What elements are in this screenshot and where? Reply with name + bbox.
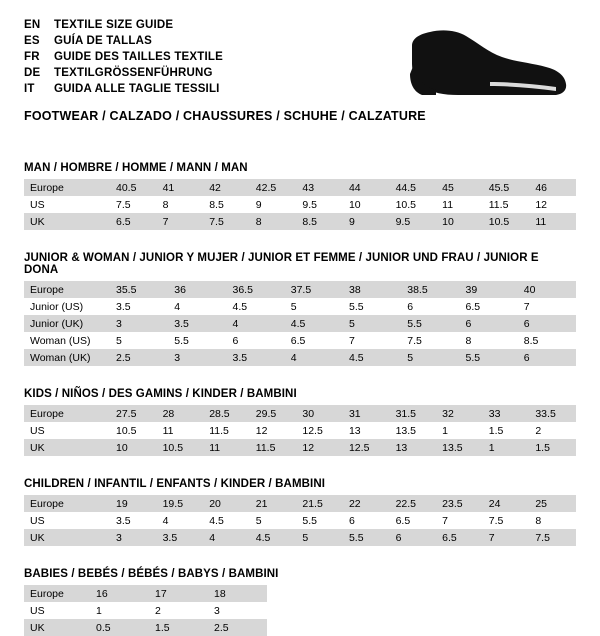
table-row xyxy=(24,332,576,349)
size-cell: 18 xyxy=(208,585,267,602)
size-cell: 1.5 xyxy=(529,439,576,456)
size-cell: 33 xyxy=(483,405,530,422)
size-cell: 1 xyxy=(436,422,483,439)
size-cell: 38.5 xyxy=(401,281,459,298)
size-cell: 6 xyxy=(390,529,437,546)
row-label: Europe xyxy=(24,405,110,422)
size-cell: 3.5 xyxy=(227,349,285,366)
row-label: UK xyxy=(24,439,110,456)
size-cell: 6 xyxy=(227,332,285,349)
table-row xyxy=(24,495,576,512)
size-cell: 44.5 xyxy=(390,179,437,196)
row-label: UK xyxy=(24,619,90,636)
size-cell: 13 xyxy=(390,439,437,456)
size-cell: 7.5 xyxy=(529,529,576,546)
size-table xyxy=(24,281,576,366)
size-group xyxy=(24,478,576,546)
page-header xyxy=(24,18,576,122)
language-code: ES xyxy=(24,35,40,47)
size-cell: 30 xyxy=(296,405,343,422)
size-cell: 19 xyxy=(110,495,157,512)
size-cell: 5 xyxy=(250,512,297,529)
table-row xyxy=(24,281,576,298)
size-group xyxy=(24,388,576,456)
table-row xyxy=(24,405,576,422)
size-cell: 3.5 xyxy=(157,529,204,546)
size-cell: 4.5 xyxy=(227,298,285,315)
size-cell: 10.5 xyxy=(483,213,530,230)
size-cell: 10 xyxy=(110,439,157,456)
size-table xyxy=(24,405,576,456)
size-cell: 20 xyxy=(203,495,250,512)
size-cell: 6 xyxy=(518,349,576,366)
category-title: FOOTWEAR / CALZADO / CHAUSSURES / SCHUHE / CALZATURE xyxy=(24,109,426,123)
size-cell: 31 xyxy=(343,405,390,422)
language-title: TEXTILE SIZE GUIDE xyxy=(54,19,174,31)
group-title: CHILDREN / INFANTIL / ENFANTS / KINDER / BAMBINI xyxy=(24,478,326,490)
size-cell: 9.5 xyxy=(390,213,437,230)
size-cell: 8 xyxy=(157,196,204,213)
size-cell: 46 xyxy=(529,179,576,196)
size-cell: 5.5 xyxy=(343,298,401,315)
size-cell: 6.5 xyxy=(390,512,437,529)
size-cell: 4 xyxy=(168,298,226,315)
size-cell: 7.5 xyxy=(203,213,250,230)
size-cell: 7.5 xyxy=(110,196,157,213)
row-label: Europe xyxy=(24,179,110,196)
size-cell: 10.5 xyxy=(110,422,157,439)
size-cell: 12.5 xyxy=(343,439,390,456)
size-cell: 16 xyxy=(90,585,149,602)
size-cell: 6 xyxy=(518,315,576,332)
size-cell: 5.5 xyxy=(401,315,459,332)
size-cell: 4 xyxy=(203,529,250,546)
row-label: Woman (UK) xyxy=(24,349,110,366)
table-row xyxy=(24,439,576,456)
size-cell: 35.5 xyxy=(110,281,168,298)
size-cell: 38 xyxy=(343,281,401,298)
size-cell: 6 xyxy=(460,315,518,332)
table-row xyxy=(24,298,576,315)
size-cell: 13.5 xyxy=(436,439,483,456)
size-cell: 5.5 xyxy=(343,529,390,546)
size-cell: 13 xyxy=(343,422,390,439)
size-cell: 7 xyxy=(483,529,530,546)
row-label: US xyxy=(24,196,110,213)
size-cell: 2.5 xyxy=(110,349,168,366)
language-title: GUIDE DES TAILLES TEXTILE xyxy=(54,51,223,63)
row-label: US xyxy=(24,512,110,529)
size-cell: 4.5 xyxy=(250,529,297,546)
size-cell: 21.5 xyxy=(296,495,343,512)
size-cell: 4.5 xyxy=(285,315,343,332)
size-cell: 5.5 xyxy=(460,349,518,366)
size-cell: 7.5 xyxy=(401,332,459,349)
size-cell: 1 xyxy=(90,602,149,619)
size-cell: 23.5 xyxy=(436,495,483,512)
size-cell: 12.5 xyxy=(296,422,343,439)
size-group xyxy=(24,568,576,636)
size-cell: 27.5 xyxy=(110,405,157,422)
size-cell: 43 xyxy=(296,179,343,196)
size-cell: 6.5 xyxy=(285,332,343,349)
language-code: DE xyxy=(24,67,41,79)
language-code: IT xyxy=(24,83,35,95)
table-row xyxy=(24,585,267,602)
row-label: Woman (US) xyxy=(24,332,110,349)
size-cell: 6.5 xyxy=(110,213,157,230)
table-row xyxy=(24,179,576,196)
size-cell: 12 xyxy=(296,439,343,456)
table-row xyxy=(24,602,267,619)
language-code: EN xyxy=(24,19,41,31)
size-table xyxy=(24,585,267,636)
size-cell: 21 xyxy=(250,495,297,512)
size-cell: 5.5 xyxy=(296,512,343,529)
size-cell: 6.5 xyxy=(460,298,518,315)
size-cell: 8 xyxy=(529,512,576,529)
size-cell: 7 xyxy=(157,213,204,230)
group-title: KIDS / NIÑOS / DES GAMINS / KINDER / BAMBINI xyxy=(24,388,297,400)
size-cell: 4.5 xyxy=(343,349,401,366)
size-group xyxy=(24,162,576,230)
size-cell: 4 xyxy=(227,315,285,332)
row-label: Europe xyxy=(24,495,110,512)
size-cell: 32 xyxy=(436,405,483,422)
size-cell: 3.5 xyxy=(110,298,168,315)
size-cell: 5 xyxy=(343,315,401,332)
row-label: UK xyxy=(24,213,110,230)
size-cell: 8 xyxy=(250,213,297,230)
size-cell: 11 xyxy=(157,422,204,439)
size-cell: 5 xyxy=(401,349,459,366)
group-title: BABIES / BEBÉS / BÉBÉS / BABYS / BAMBINI xyxy=(24,568,279,580)
size-cell: 10.5 xyxy=(390,196,437,213)
row-label: US xyxy=(24,422,110,439)
size-cell: 36.5 xyxy=(227,281,285,298)
size-cell: 8 xyxy=(460,332,518,349)
table-row xyxy=(24,315,576,332)
dress-shoe-icon xyxy=(370,24,570,110)
size-table xyxy=(24,495,576,546)
size-cell: 39 xyxy=(460,281,518,298)
size-cell: 45 xyxy=(436,179,483,196)
size-cell: 3 xyxy=(208,602,267,619)
size-cell: 19.5 xyxy=(157,495,204,512)
size-cell: 13.5 xyxy=(390,422,437,439)
size-group xyxy=(24,252,576,366)
size-cell: 1.5 xyxy=(149,619,208,636)
table-row xyxy=(24,422,576,439)
size-cell: 5 xyxy=(110,332,168,349)
size-cell: 11 xyxy=(529,213,576,230)
row-label: UK xyxy=(24,529,110,546)
size-cell: 0.5 xyxy=(90,619,149,636)
size-cell: 11.5 xyxy=(250,439,297,456)
size-cell: 25 xyxy=(529,495,576,512)
size-cell: 28.5 xyxy=(203,405,250,422)
size-cell: 8.5 xyxy=(518,332,576,349)
size-tables xyxy=(24,162,576,636)
size-cell: 4 xyxy=(157,512,204,529)
size-cell: 10 xyxy=(436,213,483,230)
size-cell: 8.5 xyxy=(203,196,250,213)
language-title: GUÍA DE TALLAS xyxy=(54,35,152,47)
size-cell: 10.5 xyxy=(157,439,204,456)
size-cell: 4.5 xyxy=(203,512,250,529)
size-cell: 7 xyxy=(436,512,483,529)
size-cell: 6 xyxy=(343,512,390,529)
size-cell: 36 xyxy=(168,281,226,298)
size-cell: 3 xyxy=(110,529,157,546)
size-cell: 7 xyxy=(343,332,401,349)
size-cell: 11.5 xyxy=(483,196,530,213)
size-cell: 45.5 xyxy=(483,179,530,196)
size-cell: 8.5 xyxy=(296,213,343,230)
size-cell: 2 xyxy=(149,602,208,619)
group-title: JUNIOR & WOMAN / JUNIOR Y MUJER / JUNIOR ET FEMME / JUNIOR UND FRAU / JUNIOR E DONA xyxy=(24,252,539,276)
row-label: Junior (US) xyxy=(24,298,110,315)
size-cell: 41 xyxy=(157,179,204,196)
size-cell: 1 xyxy=(483,439,530,456)
size-cell: 9 xyxy=(343,213,390,230)
size-cell: 1.5 xyxy=(483,422,530,439)
size-cell: 33.5 xyxy=(529,405,576,422)
size-cell: 10 xyxy=(343,196,390,213)
size-cell: 44 xyxy=(343,179,390,196)
size-cell: 4 xyxy=(285,349,343,366)
size-cell: 2 xyxy=(529,422,576,439)
row-label: US xyxy=(24,602,90,619)
size-cell: 42 xyxy=(203,179,250,196)
table-row xyxy=(24,196,576,213)
table-row xyxy=(24,512,576,529)
size-cell: 7 xyxy=(518,298,576,315)
size-cell: 6.5 xyxy=(436,529,483,546)
group-title: MAN / HOMBRE / HOMME / MANN / MAN xyxy=(24,162,248,174)
size-cell: 7.5 xyxy=(483,512,530,529)
size-cell: 28 xyxy=(157,405,204,422)
language-code: FR xyxy=(24,51,40,63)
size-cell: 12 xyxy=(250,422,297,439)
row-label: Europe xyxy=(24,585,90,602)
row-label: Junior (UK) xyxy=(24,315,110,332)
size-cell: 3.5 xyxy=(168,315,226,332)
size-cell: 11 xyxy=(436,196,483,213)
size-cell: 31.5 xyxy=(390,405,437,422)
size-cell: 9.5 xyxy=(296,196,343,213)
language-title: TEXTILGRÖSSENFÜHRUNG xyxy=(54,67,213,79)
size-cell: 42.5 xyxy=(250,179,297,196)
size-cell: 40 xyxy=(518,281,576,298)
size-cell: 29.5 xyxy=(250,405,297,422)
table-row xyxy=(24,619,267,636)
size-cell: 3 xyxy=(110,315,168,332)
table-row xyxy=(24,213,576,230)
language-title: GUIDA ALLE TAGLIE TESSILI xyxy=(54,83,220,95)
size-cell: 22 xyxy=(343,495,390,512)
size-cell: 37.5 xyxy=(285,281,343,298)
table-row xyxy=(24,529,576,546)
size-cell: 5.5 xyxy=(168,332,226,349)
size-cell: 3 xyxy=(168,349,226,366)
size-cell: 12 xyxy=(529,196,576,213)
size-table xyxy=(24,179,576,230)
size-cell: 3.5 xyxy=(110,512,157,529)
size-cell: 5 xyxy=(296,529,343,546)
size-cell: 9 xyxy=(250,196,297,213)
size-cell: 11.5 xyxy=(203,422,250,439)
table-row xyxy=(24,349,576,366)
size-cell: 22.5 xyxy=(390,495,437,512)
size-cell: 11 xyxy=(203,439,250,456)
size-cell: 6 xyxy=(401,298,459,315)
size-cell: 5 xyxy=(285,298,343,315)
size-cell: 2.5 xyxy=(208,619,267,636)
size-cell: 17 xyxy=(149,585,208,602)
size-cell: 24 xyxy=(483,495,530,512)
size-cell: 40.5 xyxy=(110,179,157,196)
row-label: Europe xyxy=(24,281,110,298)
